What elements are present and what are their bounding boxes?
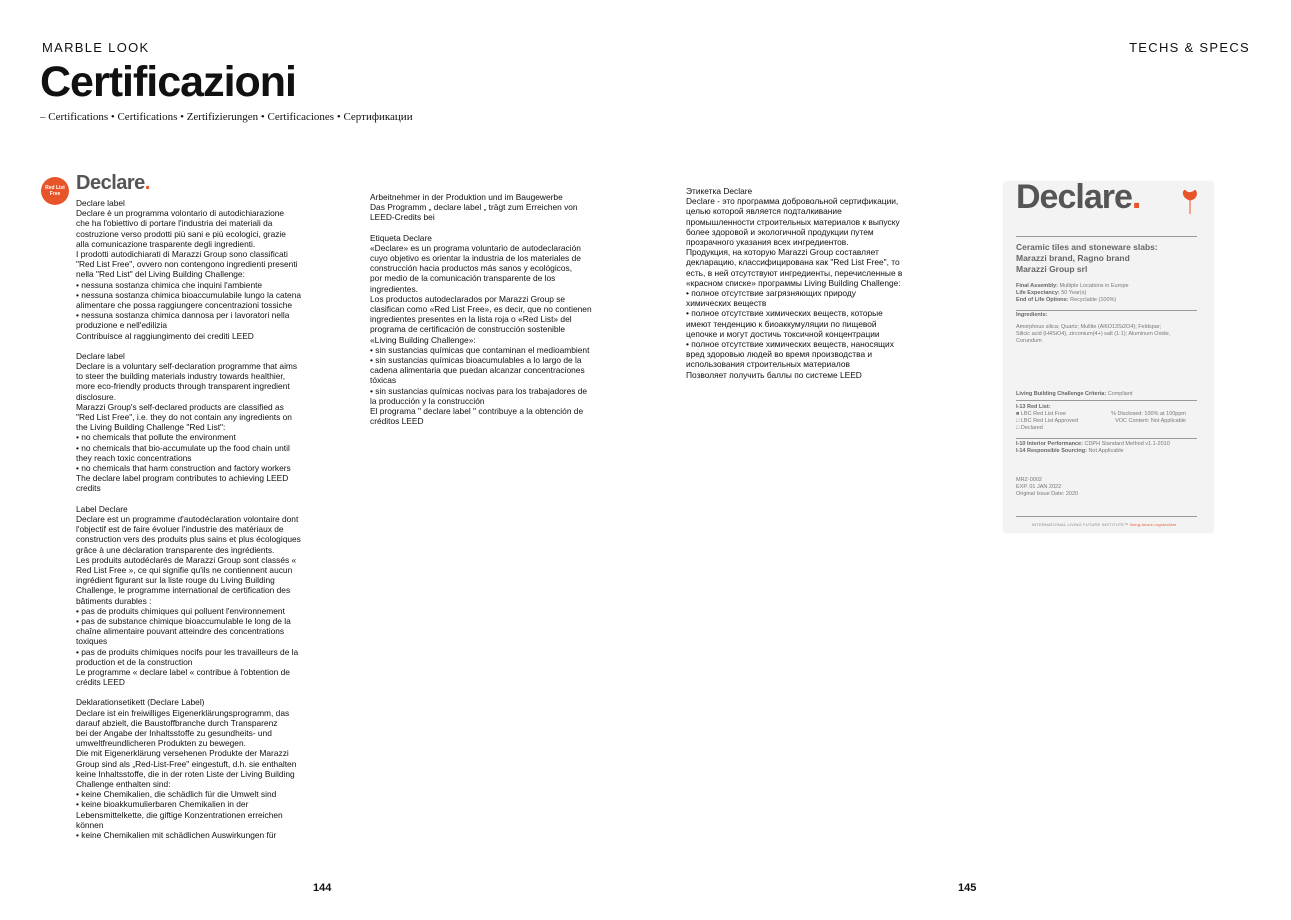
- card-divider: [1016, 236, 1197, 237]
- card-id: MRZ-0002: [1016, 477, 1042, 483]
- page-subtitle: – Certifications • Certifications • Zertifizierungen • Certificaciones • Сертификации: [40, 111, 413, 123]
- rl-disclosed: % Disclosed: 100% at 100ppm: [1111, 411, 1186, 417]
- card-footer-text: INTERNATIONAL LIVING FUTURE INSTITUTE™: [1032, 522, 1129, 527]
- final-assembly-label: Final Assembly:: [1016, 283, 1058, 289]
- en-title: Declare label: [76, 350, 125, 361]
- ingredients-list: Amorphous silica; Quartz; Mullite (Al6O13Si2O4); Feldspar; Silicic acid (H4SiO4), zirconium(4+) salt (1:1); Aluminum Oxide, Corundum: [1016, 324, 1171, 344]
- i10: CDPH Standard Method v1.1-2010: [1084, 441, 1170, 447]
- de-title: Deklarationsetikett (Declare Label): [76, 697, 205, 708]
- final-assembly: Multiple Locations in Europe: [1059, 283, 1129, 289]
- declare-logo-dot: .: [144, 172, 150, 194]
- card-logo-dot: .: [1131, 182, 1141, 216]
- ru-body: Declare - это программа добровольной сертификации, целью которой является подталкивание промышленности строительных материалов к выпуску более здоровой и экологичной продукции путем прозрачного указания всех ингредиентов. Продукция, на которую Marazzi Group составляет декларацию, классифицирована как "Red List Free", то есть, в ней отсутствуют ингредиенты, перечисленные в «красном списке» программы Living Building Challenge: • полное отсутствие загрязняющих природу химических веществ • полное отсутствие химических веществ, которые имеют тенденцию к биоаккумуляции по пищевой цепочке и могут достичь токсичной концентрации • полное отсутствие химических веществ, наносящих вред здоровью людей во время производства и использования строительных материалов Позволяет получить баллы по системе LEED: [686, 196, 903, 380]
- declare-logo: [76, 172, 150, 195]
- ingredients-label: Ingredients:: [1016, 312, 1048, 318]
- card-ingredients: [1016, 312, 1201, 319]
- fr-title: Label Declare: [76, 503, 128, 514]
- lbc: Compliant: [1107, 391, 1133, 397]
- en-body: Declare is a voluntary self-declaration programme that aims to steer the building materials industry towards healthier, more eco-friendly products through transparent ingredient disclosure. Marazzi Group's self-declared products are classified as "Red List Free", i.e. they do not contain any ingredients on the Living Building Challenge "Red List": • no chemicals that pollute the environment • no chemicals that bio-accumulate up the food chain until they reach toxic concentrations • no chemicals that harm construction and factory workers The declare label program contributes to achieving LEED credits: [76, 361, 298, 494]
- de-body: Declare ist ein freiwilliges Eigenerklärungsprogramm, das darauf abzielt, die Baustoffbranche durch Transparenz bei der Angabe der Inhaltsstoffe zu gesundheits- und umweltfreundlicheren Produkten zu bewegen. Die mit Eigenerklärung versehenen Produkte der Marazzi Group sind als „Red-List-Free" eingestuft, d.h. sie enthalten keine Inhaltsstoffe, die in der roten Liste der Living Building Challenge enthalten sind: • keine Chemikalien, die schädlich für die Umwelt sind • keine bioakkumulierbaren Chemikalien in der Lebensmittelkette, die giftige Konzentrationen erreichen können • keine Chemikalien mit schädlichen Auswirkungen für: [76, 707, 297, 840]
- section-label: MARBLE LOOK: [42, 40, 150, 55]
- badge-line-1: Red List: [45, 185, 65, 191]
- it-body: Declare è un programma volontario di autodichiarazione che ha l'obiettivo di portare l'industria dei materiali da costruzione verso prodotti più sani e più ecologici, grazie alla comunicazione trasparente degli ingredienti. I prodotti autodichiarati di Marazzi Group sono classificati "Red List Free", ovvero non contengono ingredienti presenti nella "Red List" del Living Building Challenge: • nessuna sostanza chimica che inquini l'ambiente • nessuna sostanza chimica bioaccumulabile lungo la catena alimentare che possa raggiungere concentrazioni tossiche • nessuna sostanza chimica dannosa per i lavoratori nella produzione e nell'edilizia Contribuisce al raggiungimento dei crediti LEED: [76, 208, 302, 341]
- card-exp: EXP. 01 JAN 2022: [1016, 484, 1062, 490]
- leaf-icon: [1181, 190, 1199, 214]
- card-divider: [1016, 400, 1197, 401]
- declare-label-image: [1004, 182, 1213, 532]
- card-logo: [1016, 182, 1141, 216]
- rl-approved: □ LBC Red List Approved: [1016, 418, 1079, 424]
- card-ids: [1016, 477, 1201, 498]
- card-product: Ceramic tiles and stoneware slabs: Marazzi brand, Ragno brand Marazzi Group srl: [1016, 242, 1158, 274]
- life-label: Life Expectancy:: [1016, 290, 1060, 296]
- es-title: Etiqueta Declare: [370, 232, 432, 243]
- rl-voc: VOC Content: Not Applicable: [1115, 418, 1186, 424]
- ru-title: Этикетка Declare: [686, 186, 753, 196]
- declare-logo-word: Declare: [76, 172, 145, 194]
- lbc-label: Living Building Challenge Criteria:: [1016, 391, 1107, 397]
- life: 50 Year(s): [1061, 290, 1087, 296]
- card-issue: Original Issue Date: 2020: [1016, 491, 1079, 497]
- i10-label: I-10 Interior Performance:: [1016, 441, 1083, 447]
- text-column-3: [686, 186, 924, 380]
- section-label-right: TECHS & SPECS: [1129, 40, 1250, 55]
- card-logo-word: Declare: [1016, 182, 1132, 216]
- card-specs: [1016, 283, 1201, 304]
- card-divider: [1016, 516, 1197, 517]
- card-redlist: [1016, 404, 1201, 432]
- text-column-1: [76, 198, 322, 840]
- card-performance: [1016, 441, 1201, 455]
- redlist-title: I-13 Red List:: [1016, 404, 1051, 410]
- eol: Recyclable (100%): [1070, 297, 1117, 303]
- rl-free: ■ LBC Red List Free: [1016, 411, 1067, 417]
- i14-label: I-14 Responsible Sourcing:: [1016, 448, 1087, 454]
- page-title: Certificazioni: [40, 58, 296, 106]
- card-footer: [1032, 521, 1177, 528]
- text-column-2: [370, 192, 610, 426]
- fr-body: Declare est un programme d'autodéclaration volontaire dont l'objectif est de faire évoluer l'industrie des matériaux de construction vers des produits plus sains et plus écologiques grâce à une déclaration transparente des ingrédients. Les produits autodéclarés de Marazzi Group sont classés « Red List Free », ce qui signifie qu'ils ne contiennent aucun ingrédient figurant sur la liste rouge du Living Building Challenge, le programme international de certification des bâtiments durables : • pas de produits chimiques qui polluent l'environnement • pas de substance chimique bioaccumulable le long de la chaîne alimentaire pouvant atteindre des concentrations toxiques • pas de produits chimiques nocifs pour les travailleurs de la production et de la construction Le programme « declare label « contribue à l'obtention de crédits LEED: [76, 513, 301, 688]
- card-divider: [1016, 310, 1197, 311]
- rl-declared: □ Declared: [1016, 425, 1043, 431]
- de-continued: Arbeitnehmer in der Produktion und im Baugewerbe Das Programm „ declare label „ trägt zum Erreichen von LEED-Credits bei: [370, 192, 578, 223]
- it-title: Declare label: [76, 198, 125, 208]
- card-divider: [1016, 438, 1197, 439]
- card-lbc: [1016, 391, 1201, 398]
- i14: Not Applicable: [1088, 448, 1124, 454]
- eol-label: End of Life Options:: [1016, 297, 1069, 303]
- page-number-left: 144: [313, 882, 332, 894]
- page-number-right: 145: [958, 882, 977, 894]
- es-body: «Declare» es un programa voluntario de autodeclaración cuyo objetivo es orientar la industria de los materiales de construcción hacia productos más sanos y ecológicos, por medio de la comunicación transparente de los ingredientes. Los productos autodeclarados por Marazzi Group se clasifican como «Red List Free», es decir, que no contienen ingredientes presentes en la lista roja o «Red List» del programa de certificación de construcción sostenible «Living Building Challenge»: • sin sustancias químicas que contaminan el medioambient • sin sustancias químicas bioacumulables a lo largo de la cadena alimentaria que puedan alcanzar concentraciones tóxicas • sin sustancias químicas nocivas para los trabajadores de la producción y la construcción El programa " declare label " contribuye a la obtención de créditos LEED: [370, 242, 592, 427]
- red-list-free-badge: [41, 177, 69, 205]
- badge-line-2: Free: [49, 191, 61, 197]
- card-footer-link: living-future.org/declare: [1129, 522, 1177, 527]
